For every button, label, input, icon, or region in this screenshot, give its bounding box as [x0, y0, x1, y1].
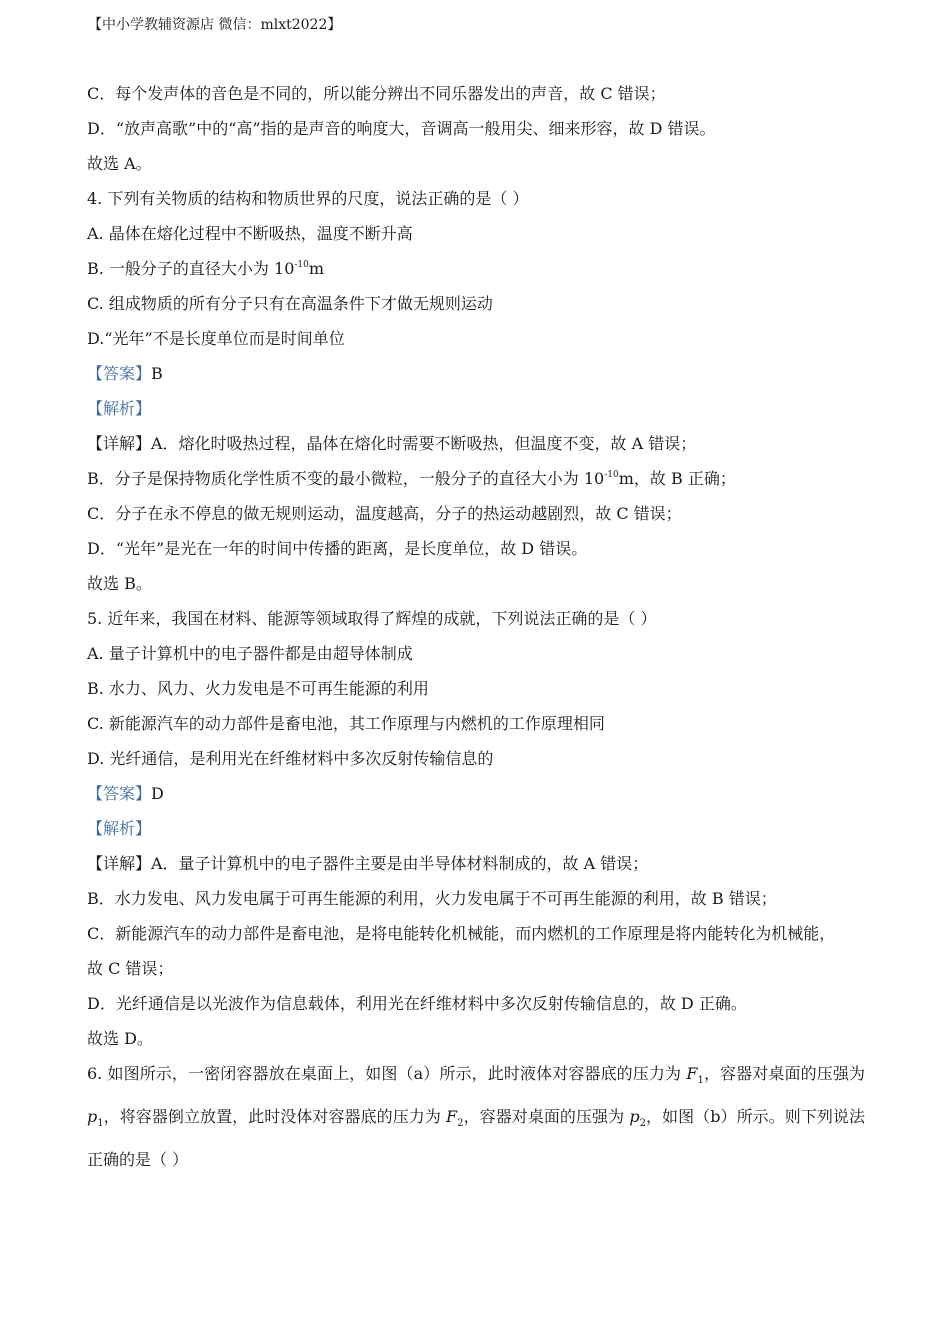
- detail-b-tail: m，故 B 正确；: [618, 469, 736, 488]
- q6-symbol-f1: F: [686, 1064, 698, 1083]
- document-body: [87, 76, 877, 1178]
- answer-select: 故选 A。: [87, 154, 152, 173]
- q6-sub-1: 1: [697, 1075, 704, 1087]
- question-4-stem: 4. 下列有关物质的结构和物质世界的尺度，说法正确的是（ ）: [87, 189, 529, 208]
- q6-symbol-f2: F: [446, 1107, 458, 1127]
- q6-sub-p2: 2: [639, 1118, 646, 1130]
- q6-text-3: ，将容器倒立放置，此时没体对容器底的压力为: [103, 1107, 447, 1127]
- question-4-answer: [87, 356, 877, 391]
- answer-label: 【答案】: [87, 364, 152, 383]
- q6-text-4: ，容器对桌面的压强为: [463, 1107, 630, 1127]
- question-5-analysis-label: 【解析】: [87, 819, 152, 838]
- question-5-stem: 5. 近年来，我国在材料、能源等领域取得了辉煌的成就，下列说法正确的是（ ）: [87, 609, 657, 628]
- question-4-select: 故选 B。: [87, 574, 152, 593]
- question-5-detail-b: B．水力发电、风力发电属于可再生能源的利用，火力发电属于不可再生能源的利用，故 B 错误；: [87, 889, 777, 908]
- question-4-detail-a: 【详解】A．熔化时吸热过程，晶体在熔化时需要不断吸热，但温度不变，故 A 错误；: [87, 434, 697, 453]
- exponent: -10: [294, 260, 309, 270]
- question-4-detail-d: D．“光年”是光在一年的时间中传播的距离，是长度单位，故 D 错误。: [87, 539, 588, 558]
- question-4-detail-c: C．分子在永不停息的做无规则运动，温度越高，分子的热运动越剧烈，故 C 错误；: [87, 504, 682, 523]
- q6-text-1: 6. 如图所示，一密闭容器放在桌面上，如图（a）所示，此时液体对容器底的压力为: [87, 1064, 687, 1083]
- answer-value: B: [151, 364, 163, 383]
- question-5-option-d: D. 光纤通信，是利用光在纤维材料中多次反射传输信息的: [87, 749, 494, 768]
- question-4-option-b: [87, 251, 877, 286]
- exponent: -10: [604, 470, 619, 480]
- analysis-line-d: D．“放声高歌”中的“高”指的是声音的响度大，音调高一般用尖、细来形容，故 D 错误。: [87, 119, 716, 138]
- question-4-option-a: A. 晶体在熔化过程中不断吸热，温度不断升高: [87, 224, 413, 243]
- answer-value: D: [151, 784, 164, 803]
- q6-text-2: ，容器对桌面的压强为: [703, 1064, 865, 1083]
- question-4-analysis-label: 【解析】: [87, 399, 152, 418]
- answer-label: 【答案】: [87, 784, 152, 803]
- detail-b-text: B．分子是保持物质化学性质不变的最小微粒，一般分子的直径大小为 10: [87, 469, 605, 488]
- question-4-option-c: C. 组成物质的所有分子只有在高温条件下才做无规则运动: [87, 294, 493, 313]
- page-header: 【中小学教辅资源店 微信：mlxt2022】: [88, 17, 342, 33]
- question-5-option-c: C. 新能源汽车的动力部件是畜电池，其工作原理与内燃机的工作原理相同: [87, 714, 605, 733]
- q6-symbol-p1: p: [87, 1107, 98, 1127]
- analysis-line-c: C．每个发声体的音色是不同的，所以能分辨出不同乐器发出的声音，故 C 错误；: [87, 84, 666, 103]
- question-4-option-d: D.“光年”不是长度单位而是时间单位: [87, 329, 345, 348]
- question-5-detail-d: D．光纤通信是以光波作为信息载体，利用光在纤维材料中多次反射传输信息的，故 D 正确。: [87, 994, 747, 1013]
- question-5-detail-a: 【详解】A．量子计算机中的电子器件主要是由半导体材料制成的，故 A 错误；: [87, 854, 649, 873]
- q6-sub-2: 2: [457, 1118, 464, 1130]
- q6-symbol-p2: p: [629, 1107, 640, 1127]
- question-4-detail-b: [87, 461, 877, 496]
- q6-sub-p1: 1: [97, 1118, 104, 1130]
- q6-text-5: ，如图（b）所示。则下列说法正确的是（ ）: [87, 1107, 865, 1170]
- question-5-option-a: A. 量子计算机中的电子器件都是由超导体制成: [87, 644, 413, 663]
- question-5-detail-c-cont: 故 C 错误；: [87, 959, 174, 978]
- question-5-answer: [87, 776, 877, 811]
- unit: m: [308, 259, 325, 278]
- question-5-option-b: B. 水力、风力、火力发电是不可再生能源的利用: [87, 679, 429, 698]
- question-5-detail-c: C．新能源汽车的动力部件是畜电池，是将电能转化机械能，而内燃机的工作原理是将内能转化为机械能，: [87, 924, 836, 943]
- option-b-text: B. 一般分子的直径大小为 10: [87, 259, 295, 278]
- question-5-select: 故选 D。: [87, 1029, 153, 1048]
- question-6-stem: [87, 1056, 865, 1178]
